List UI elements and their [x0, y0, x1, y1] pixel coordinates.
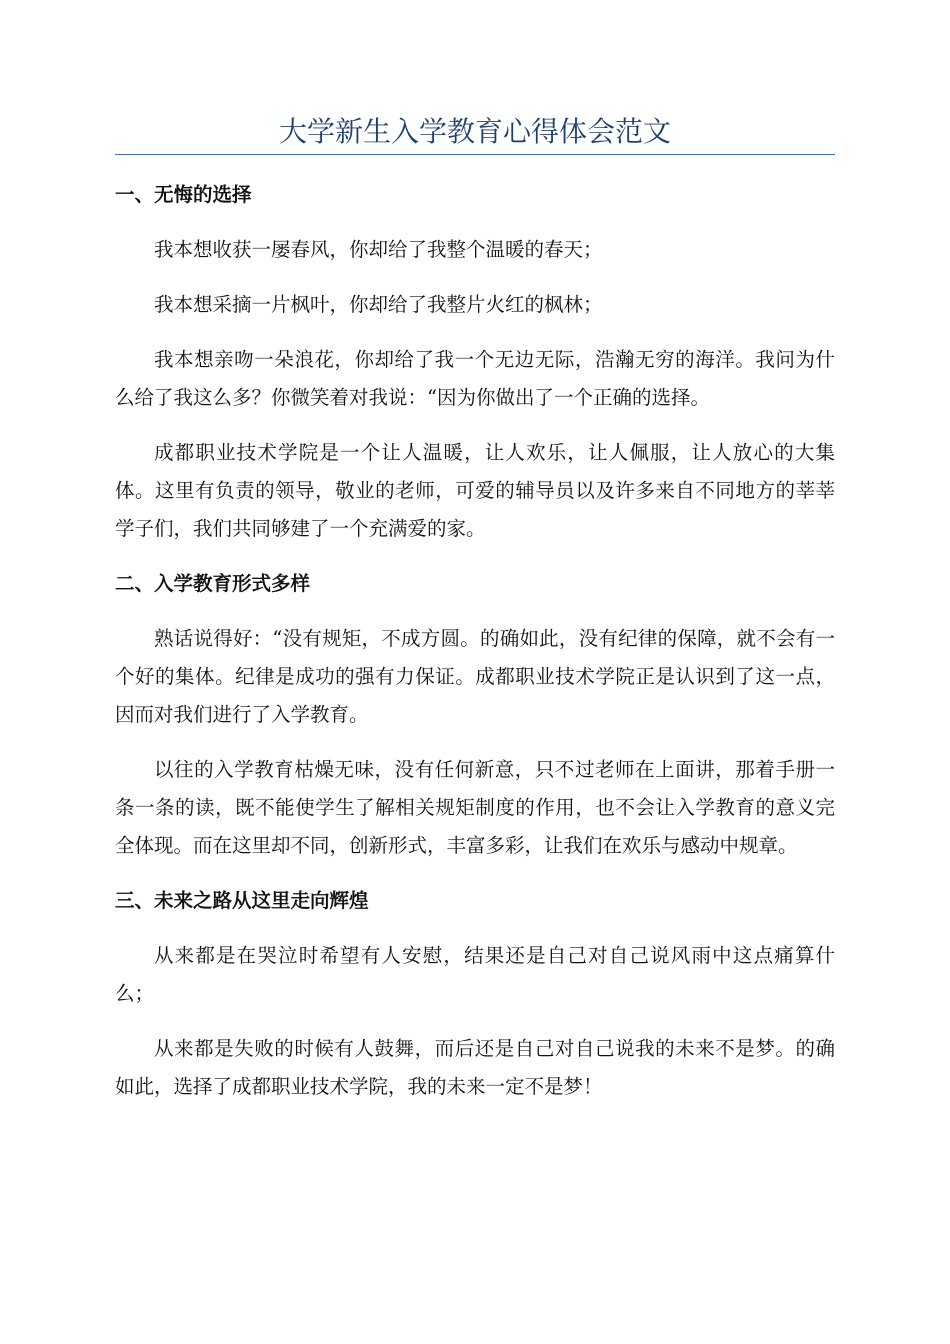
section-2: [115, 565, 835, 865]
document-body: [115, 176, 835, 1123]
section-heading: 二、入学教育形式多样: [115, 572, 311, 595]
title-underline: [115, 154, 835, 155]
paragraph: 从来都是失败的时候有人鼓舞，而后还是自己对自己说我的未来不是梦。的确如此，选择了成都职业技术学院，我的未来一定不是梦！: [115, 1037, 835, 1098]
paragraph: 我本想采摘一片枫叶，你却给了我整片火红的枫林；: [154, 293, 603, 316]
section-1: [115, 176, 835, 548]
paragraph: 我本想亲吻一朵浪花，你却给了我一个无边无际，浩瀚无穷的海洋。我问为什么给了我这么多？你微笑着对我说：“因为你做出了一个正确的选择。: [115, 348, 835, 409]
section-heading: 一、无悔的选择: [115, 183, 252, 206]
paragraph: 熟话说得好：“没有规矩，不成方圆。的确如此，没有纪律的保障，就不会有一个好的集体。纪律是成功的强有力保证。成都职业技术学院正是认识到了这一点，因而对我们进行了入学教育。: [115, 627, 835, 726]
section-3: [115, 882, 835, 1106]
paragraph: 成都职业技术学院是一个让人温暖，让人欢乐，让人佩服，让人放心的大集体。这里有负责的领导，敬业的老师，可爱的辅导员以及许多来自不同地方的莘莘学子们，我们共同够建了一个充满爱的家。: [115, 441, 835, 540]
document-title: 大学新生入学教育心得体会范文: [278, 115, 671, 148]
paragraph: 从来都是在哭泣时希望有人安慰，结果还是自己对自己说风雨中这点痛算什么；: [115, 944, 835, 1005]
paragraph: 我本想收获一屡春风，你却给了我整个温暖的春天；: [154, 238, 603, 261]
section-heading: 三、未来之路从这里走向辉煌: [115, 889, 369, 912]
paragraph: 以往的入学教育枯燥无味，没有任何新意，只不过老师在上面讲，那着手册一条一条的读，既不能使学生了解相关规矩制度的作用，也不会让入学教育的意义完全体现。而在这里却不同，创新形式，丰富多彩，让我们在欢乐与感动中规章。: [115, 758, 835, 857]
